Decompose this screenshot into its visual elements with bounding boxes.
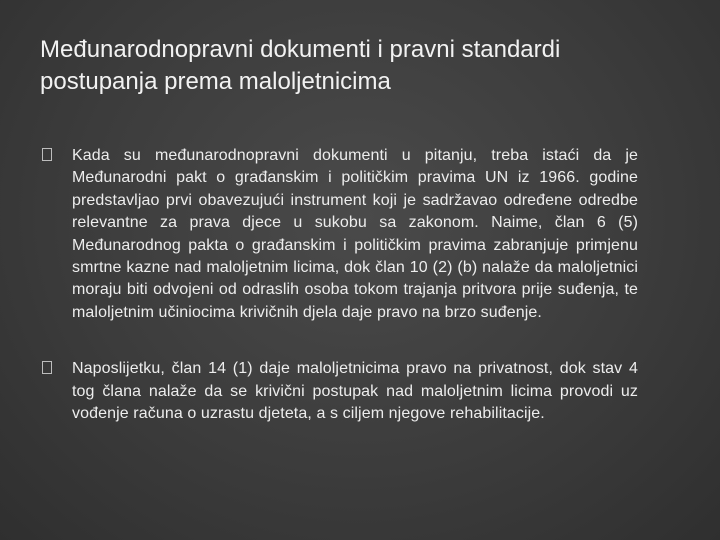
square-bullet-icon — [42, 361, 52, 374]
bullet-item — [42, 358, 638, 425]
square-bullet-icon — [42, 148, 52, 161]
bullet-text: Kada su međunarodnopravni dokumenti u pitanju, treba istaći da je Međunarodni pakt o građanskim i političkim pravima UN iz 1966. godine predstavljao prvi obavezujući instrument koji je sadržavao određene odredbe relevantne za prava djece u sukobu sa zakonom. Naime, član 6 (5) Međunarodnog pakta o građanskim i političkim pravima zabranjuje primjenu smrtne kazne nad maloljetnim licima, dok član 10 (2) (b) nalaže da maloljetnici moraju biti odvojeni od odraslih osoba tokom trajanja pritvora prije suđenja, te maloljetnim učiniocima krivičnih djela daje pravo na brzo suđenje. — [72, 147, 638, 321]
bullet-text: Naposlijetku, član 14 (1) daje maloljetnicima pravo na privatnost, dok stav 4 tog člana nalaže da se krivični postupak nad maloljetnim licima provodi uz vođenje računa o uzrastu djeteta, a s ciljem njegove rehabilitacije. — [72, 360, 638, 423]
bullet-item — [42, 145, 638, 324]
bullet-list — [42, 145, 638, 459]
slide-title: Međunarodnopravni dokumenti i pravni standardi postupanja prema maloljetnicima — [40, 36, 561, 95]
